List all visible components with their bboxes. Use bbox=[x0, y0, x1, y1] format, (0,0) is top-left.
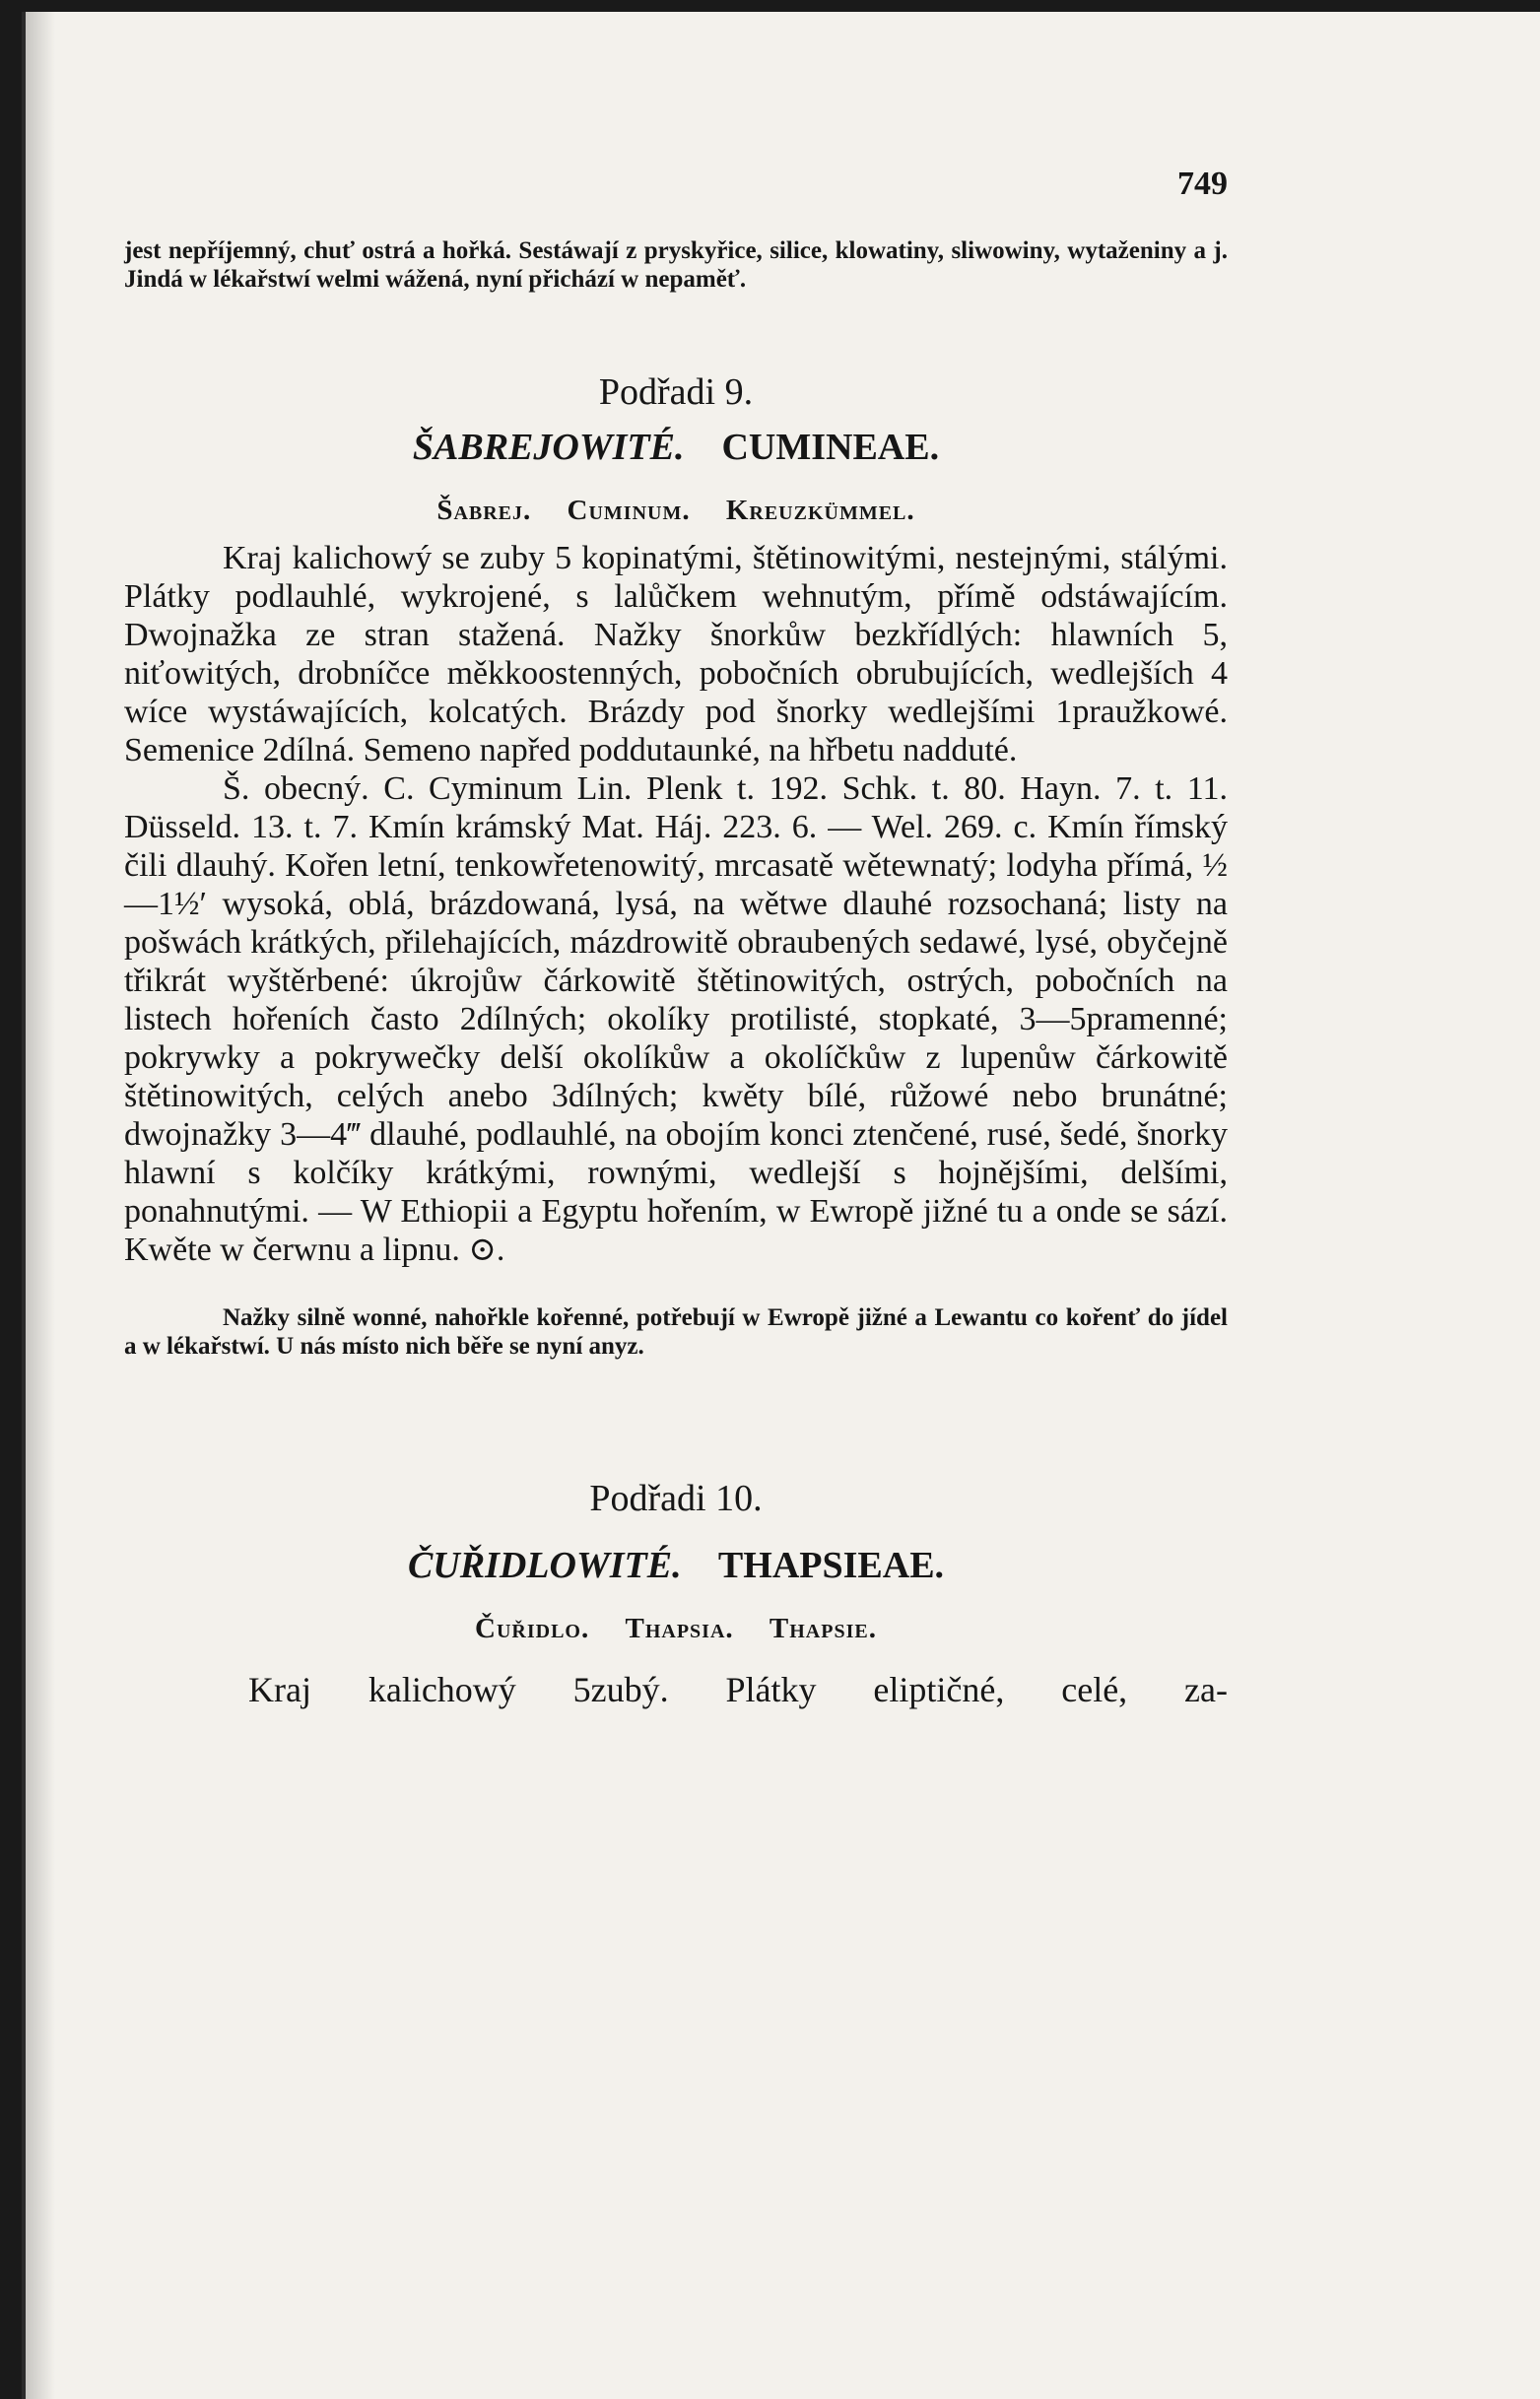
subgroup-10-title bbox=[124, 1543, 1228, 1588]
genus-lat: Cuminum. bbox=[567, 495, 691, 526]
page-edge-shadow bbox=[26, 12, 55, 2399]
subgroup-10-title-cz: ČUŘIDLOWITÉ. bbox=[407, 1545, 682, 1586]
subgroup-9-title-lat: CUMINEAE. bbox=[721, 427, 940, 468]
subgroup-9-title-cz: ŠABREJOWITÉ. bbox=[412, 427, 685, 468]
subgroup-9-description: Kraj kalichowý se zuby 5 kopinatými, štětinowitými, nestejnými, stálými. Plátky podlauhlé, wykrojené, s lalůčkem wehnutým, přímě odstáwajícím. Dwojnažka ze stran stažená. Nažky šnorkůw bezkřídlých: hlawních 5, niťowitých, drobníčce měkkoostenných, pobočních obrubujících, wedlejších 4 wíce wystáwajících, kolcatých. Brázdy pod šnorky wedlejšími 1praužkowé. Semenice 2dílná. Semeno napřed poddutaunké, na hřbetu nadduté. bbox=[124, 540, 1228, 768]
genus-cz: Šabrej. bbox=[436, 495, 532, 526]
species-note: Nažky silně wonné, nahořkle kořenné, potřebují w Ewropě jižné a Lewantu co kořenť do jídel a w lékařstwí. U nás místo nich běře se nyní anyz. bbox=[124, 1304, 1228, 1360]
subgroup-10-description-start: Kraj kalichowý 5zubý. Plátky eliptičné, celé, za- bbox=[248, 1670, 1228, 1709]
subgroup-10-genus-line bbox=[124, 1610, 1228, 1647]
subgroup-10-title-lat: THAPSIEAE. bbox=[717, 1545, 945, 1586]
intro-paragraph: jest nepříjemný, chuť ostrá a hořká. Sestáwají z pryskyřice, silice, klowatiny, sliwowiny, wytaženiny a j. Jindá w lékařstwí welmi wážená, nyní přichází w nepaměť. bbox=[124, 237, 1228, 293]
subgroup-9-title bbox=[124, 425, 1228, 470]
book-page bbox=[22, 12, 1540, 2399]
subgroup-9-number: Podřadi 9. bbox=[598, 371, 754, 413]
page-number: 749 bbox=[1177, 166, 1228, 202]
page-content bbox=[124, 150, 1228, 1710]
subgroup-10-number: Podřadi 10. bbox=[589, 1478, 763, 1519]
genus-de: Kreuzkümmel. bbox=[725, 495, 915, 526]
genus-de: Thapsie. bbox=[769, 1613, 877, 1644]
genus-lat: Thapsia. bbox=[625, 1613, 734, 1644]
species-description: Š. obecný. C. Cyminum Lin. Plenk t. 192. Schk. t. 80. Hayn. 7. t. 11. Düsseld. 13. t. 7. Kmín krámský Mat. Háj. 223. 6. — Wel. 269. c. Kmín římský čili dlauhý. Kořen letní, tenkowřetenowitý, mrcasatě wětewnatý; lodyha přímá, ½—1½′ wysoká, oblá, brázdowaná, lysá, na wětwe dlauhé rozsochaná; listy na pošwách krátkých, přilehajících, mázdrowitě obraubených sedawé, lysé, obyčejně třikrát wyštěrbené: úkrojůw čárkowitě štětinowitých, ostrých, pobočních na listech hořeních často 2dílných; okolíky protilisté, stopkaté, 3—5pramenné; pokrywky a pokrywečky delší okolíkůw a okolíčkůw z lupenůw čárkowitě štětinowitých, celých anebo 3dílných; kwěty bílé, růžowé nebo brunátné; dwojnažky 3—4‴ dlauhé, podlauhlé, na obojím konci ztenčené, rusé, šedé, šnorky hlawní s kolčíky krátkými, rownými, wedlejší s hojnějšími, delšími, ponahnutými. — W Ethiopii a Egyptu hořením, w Ewropě jižné tu a onde se sází. Kwěte w čerwnu a lipnu. ⊙. bbox=[124, 770, 1228, 1268]
genus-cz: Čuřidlo. bbox=[475, 1613, 590, 1644]
subgroup-9-genus-line bbox=[124, 492, 1228, 529]
